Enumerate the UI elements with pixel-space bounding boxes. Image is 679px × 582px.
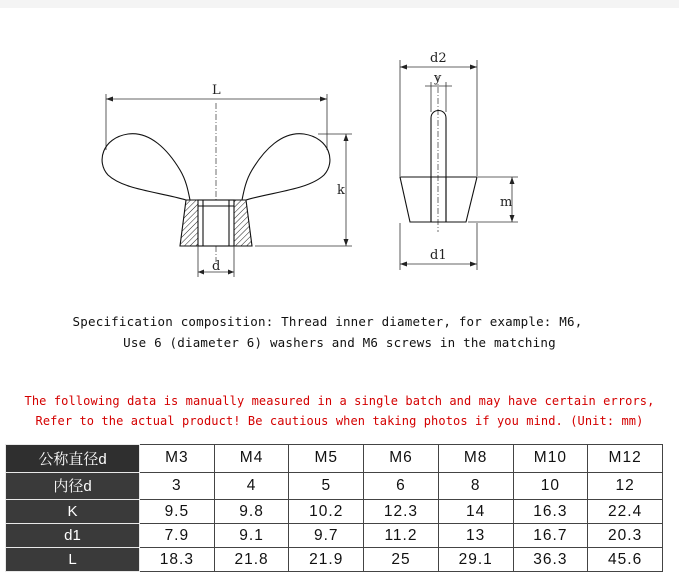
row-header: d1 xyxy=(6,524,140,548)
table-cell: 9.7 xyxy=(289,524,364,548)
specification-table xyxy=(5,444,663,572)
table-cell: 16.7 xyxy=(513,524,588,548)
table-cell: 11.2 xyxy=(364,524,439,548)
table-cell: 4 xyxy=(214,472,289,500)
table-cell: 7.9 xyxy=(140,524,215,548)
row-header: L xyxy=(6,548,140,572)
notice-line-2: Refer to the actual product! Be cautious when taking photos if you mind. (Unit: mm) xyxy=(35,414,644,428)
table-cell: M3 xyxy=(140,445,215,473)
table-cell: 25 xyxy=(364,548,439,572)
table-row xyxy=(6,445,663,473)
dim-label-d2: d2 xyxy=(430,51,447,66)
table-cell: 9.8 xyxy=(214,500,289,524)
dim-label-d1: d1 xyxy=(430,248,447,263)
table-cell: 9.5 xyxy=(140,500,215,524)
table-cell: 21.8 xyxy=(214,548,289,572)
specification-table-body xyxy=(6,445,663,572)
row-header: 公称直径d xyxy=(6,445,140,473)
table-cell: M8 xyxy=(438,445,513,473)
table-cell: M5 xyxy=(289,445,364,473)
table-cell: 18.3 xyxy=(140,548,215,572)
notice-line-1: The following data is manually measured in a single batch and may have certain errors, xyxy=(24,394,655,408)
side-view xyxy=(400,51,518,270)
table-cell: 20.3 xyxy=(588,524,663,548)
table-cell: M4 xyxy=(214,445,289,473)
table-cell: 12.3 xyxy=(364,500,439,524)
table-cell: 13 xyxy=(438,524,513,548)
dim-label-m: m xyxy=(500,195,513,210)
table-cell: 22.4 xyxy=(588,500,663,524)
row-header: 内径d xyxy=(6,472,140,500)
table-cell: 10.2 xyxy=(289,500,364,524)
table-cell: 3 xyxy=(140,472,215,500)
table-cell: M12 xyxy=(588,445,663,473)
table-cell: M10 xyxy=(513,445,588,473)
table-row xyxy=(6,524,663,548)
table-cell: 9.1 xyxy=(214,524,289,548)
dim-label-L: L xyxy=(212,83,221,98)
dim-label-k: k xyxy=(337,183,345,198)
front-view xyxy=(102,83,352,277)
table-cell: 14 xyxy=(438,500,513,524)
table-row xyxy=(6,500,663,524)
table-cell: 5 xyxy=(289,472,364,500)
table-cell: 10 xyxy=(513,472,588,500)
table-cell: 8 xyxy=(438,472,513,500)
table-cell: 36.3 xyxy=(513,548,588,572)
table-cell: 21.9 xyxy=(289,548,364,572)
row-header: K xyxy=(6,500,140,524)
dim-label-y: y xyxy=(434,71,442,86)
table-cell: 6 xyxy=(364,472,439,500)
table-cell: 16.3 xyxy=(513,500,588,524)
table-cell: 12 xyxy=(588,472,663,500)
specification-line-1: Specification composition: Thread inner diameter, for example: M6, xyxy=(72,314,583,329)
table-row xyxy=(6,472,663,500)
table-cell: 29.1 xyxy=(438,548,513,572)
table-row xyxy=(6,548,663,572)
table-cell: 45.6 xyxy=(588,548,663,572)
specification-line-2: Use 6 (diameter 6) washers and M6 screws in the matching xyxy=(123,335,556,350)
dim-label-d: d xyxy=(212,259,221,274)
table-cell: M6 xyxy=(364,445,439,473)
